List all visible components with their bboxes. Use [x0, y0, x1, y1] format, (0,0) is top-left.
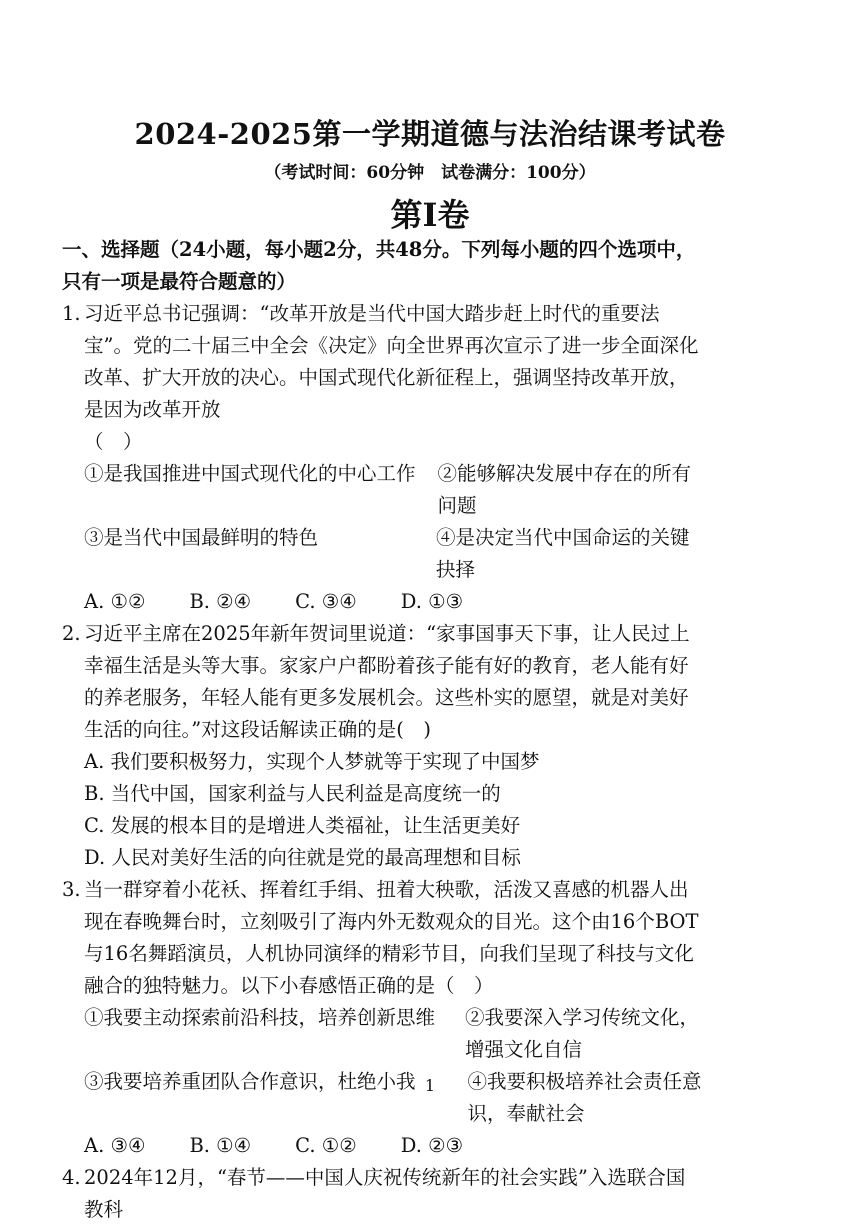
choice-c: C. ①②: [295, 1134, 357, 1157]
choice-d: D. ①③: [400, 590, 464, 613]
question-4: [62, 1162, 702, 1226]
question-number: 1.: [62, 302, 81, 325]
statement-1: ①我要主动探索前沿科技，培养创新思维: [84, 1006, 436, 1029]
answer-choices: [62, 586, 702, 618]
question-stem: [62, 874, 702, 1002]
page-number: 1: [424, 1076, 436, 1095]
statement-list: [62, 458, 702, 586]
choice-b: B. ②④: [189, 590, 252, 613]
statement-list: [62, 1002, 702, 1130]
option-a: A. 我们要积极努力，实现个人梦就等于实现了中国梦: [84, 750, 540, 773]
question-text: 习近平总书记强调：“改革开放是当代中国大踏步赶上时代的重要法宝”。党的二十届三中全会《决定》向全世界再次宣示了进一步全面深化改革、扩大开放的决心。中国式现代化新征程上，强调坚持改革开放，是因为改革开放: [84, 302, 699, 421]
option-list: [62, 746, 702, 874]
question-stem: [62, 1162, 702, 1226]
choice-c: C. ③④: [295, 590, 357, 613]
option-b: B. 当代中国，国家利益与人民利益是高度统一的: [84, 782, 501, 805]
question-number: 3.: [62, 878, 81, 901]
choice-d: D. ②③: [400, 1134, 464, 1157]
statement-4: ④是决定当代中国命运的关键抉择: [436, 526, 690, 581]
question-1: [62, 298, 702, 618]
exam-subtitle: （考试时间：60分钟 试卷满分：100分）: [264, 163, 596, 183]
question-text: 2024年12月，“春节——中国人庆祝传统新年的社会实践”入选联合国教科: [84, 1166, 686, 1221]
question-text: 习近平主席在2025年新年贺词里说道：“家事国事天下事，让人民过上幸福生活是头等大事。家家户户都盼着孩子能有好的教育，老人能有好的养老服务，年轻人能有更多发展机会。这些朴实的愿望，就是对美好生活的向往。”对这段话解读正确的是( ): [84, 622, 690, 741]
statement-2: ②我要深入学习传统文化，增强文化自信: [465, 1006, 700, 1061]
question-3: [62, 874, 702, 1162]
answer-choices: [62, 1130, 702, 1162]
option-d: D. 人民对美好生活的向往就是党的最高理想和目标: [84, 846, 521, 869]
question-text: 当一群穿着小花袄、挥着红手绢、扭着大秧歌，活泼又喜感的机器人出现在春晚舞台时，立刻吸引了海内外无数观众的目光。这个由16个BOT与16名舞蹈演员，人机协同演绎的精彩节目，向我们呈现了科技与文化融合的独特魅力。以下小春感悟正确的是（ ）: [84, 878, 699, 997]
choice-a: A. ①②: [84, 590, 146, 613]
question-number: 2.: [62, 622, 81, 645]
statement-3: ③我要培养重团队合作意识，杜绝小我: [84, 1070, 416, 1093]
question-stem: [62, 298, 702, 426]
question-number: 4.: [62, 1166, 81, 1189]
statement-1: ①是我国推进中国式现代化的中心工作: [84, 462, 416, 485]
question-stem: [62, 618, 702, 746]
option-c: C. 发展的根本目的是增进人类福祉，让生活更美好: [84, 814, 521, 837]
statement-4: ④我要积极培养社会责任意识，奉献社会: [467, 1070, 702, 1125]
statement-3: ③是当代中国最鲜明的特色: [84, 526, 319, 549]
question-2: [62, 618, 702, 874]
exam-title: 2024-2025第一学期道德与法治结课考试卷: [134, 117, 726, 151]
volume-heading: 第Ⅰ卷: [390, 196, 470, 234]
choice-a: A. ③④: [84, 1134, 146, 1157]
statement-2: ②能够解决发展中存在的所有问题: [437, 462, 692, 517]
choice-b: B. ①④: [189, 1134, 252, 1157]
answer-blank: （ ）: [84, 430, 143, 453]
section-heading: 一、选择题（24小题，每小题2分，共48分。下列每小题的四个选项中，只有一项是最符合题意的）: [62, 238, 696, 293]
